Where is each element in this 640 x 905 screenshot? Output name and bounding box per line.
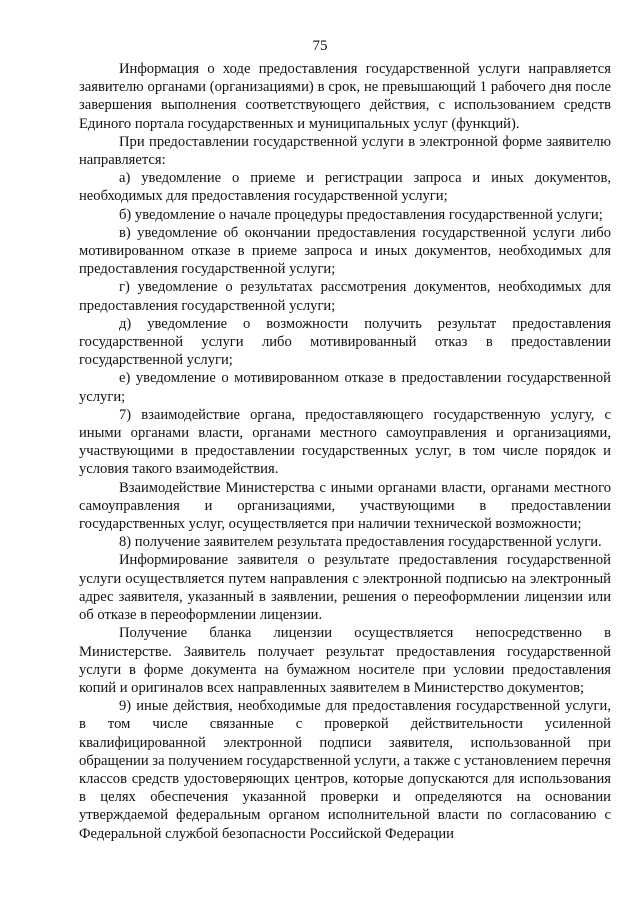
paragraph: в) уведомление об окончании предоставления государственной услуги либо мотивированном отказе в приеме запроса и иных документов, необходимых для предоставления государственной услуги; [79,224,611,278]
paragraph: а) уведомление о приеме и регистрации запроса и иных документов, необходимых для предоставления государственной услуги; [79,170,611,205]
paragraph: б) уведомление о начале процедуры предоставления государственной услуги; [119,206,603,223]
paragraph: 9) иные действия, необходимые для предоставления государственной услуги, в том числе связанные с проверкой действительности усиленной квалифицированной электронной подписи заявителя, использованной при обращении за получением государственной услуги, а также с установлением перечня классов средств удостоверяющих центров, которые допускаются для использования в целях обеспечения указанной проверки и определяются на основании утверждаемой федеральным органом исполнительной власти по согласованию с Федеральной службой безопасности Российской Федерации [79,698,611,842]
paragraph: Информация о ходе предоставления государственной услуги направляется заявителю органами (организациями) в срок, не превышающий 1 рабочего дня после завершения выполнения соответствующего действия, с использованием средств Единого портала государственных и муниципальных услуг (функций). [79,61,611,132]
paragraph: Информирование заявителя о результате предоставления государственной услуги осуществляется путем направления с электронной подписью на электронный адрес заявителя, указанный в заявлении, решения о переоформлении лицензии или об отказе в переоформлении лицензии. [79,552,611,624]
paragraph: При предоставлении государственной услуги в электронной форме заявителю направляется: [79,133,611,169]
page-number: 75 [312,38,328,54]
document-body [79,60,611,843]
paragraph: д) уведомление о возможности получить результат предоставления государственной услуги либо мотивированный отказ в предоставлении государственной услуги; [79,315,611,369]
paragraph: 8) получение заявителем результата предоставления государственной услуги. [119,534,602,551]
paragraph: г) уведомление о результатах рассмотрения документов, необходимых для предоставления государственной услуги; [79,279,611,314]
paragraph: Взаимодействие Министерства с иными органами власти, органами местного самоуправления и организациями, участвующими в предоставлении государственных услуг, осуществляется при наличии технической возможности; [79,479,611,533]
paragraph: 7) взаимодействие органа, предоставляющего государственную услугу, с иными органами власти, органами местного самоуправления и организациями, участвующими в предоставлении государственных услуг, в том числе порядок и условия такого взаимодействия. [79,406,611,478]
paragraph: е) уведомление о мотивированном отказе в предоставлении государственной услуги; [79,370,611,405]
paragraph: Получение бланка лицензии осуществляется непосредственно в Министерстве. Заявитель получает результат предоставления государственной услуги в форме документа на бумажном носителе при условии предоставления копий и оригиналов всех направленных заявителем в Министерство документов; [79,625,611,696]
